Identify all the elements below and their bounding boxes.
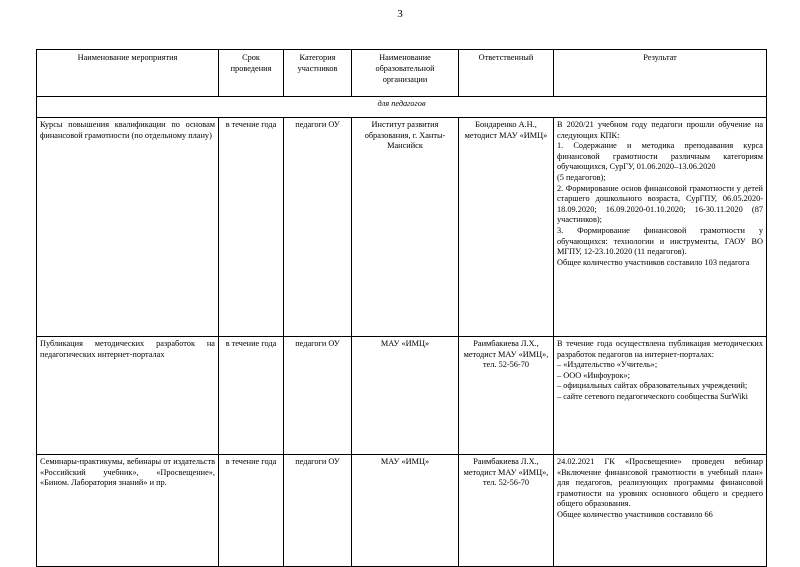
activities-table <box>36 49 767 567</box>
cell-event: Семинары-практикумы, вебинары от издательств «Российский учебник», «Просвещение», «Бином. Лаборатория знаний» и пр. <box>37 455 219 567</box>
cell-responsible: Бондаренко А.Н., методист МАУ «ИМЦ» <box>459 118 554 337</box>
cell-result: В течение года осуществлена публикация методических разработок педагогов на интернет-порталах: – «Издательство «Учитель»; – ООО «Инфоурок»; – официальных сайтах образовательных учреждений; – сайте сетевого педагогического сообщества SurWiki <box>554 337 767 455</box>
section-heading-row <box>37 97 767 118</box>
cell-term: в течение года <box>219 118 284 337</box>
cell-organization: МАУ «ИМЦ» <box>352 455 459 567</box>
column-header-organization: Наименование образовательной организации <box>352 50 459 97</box>
column-header-event: Наименование мероприятия <box>37 50 219 97</box>
column-header-term: Срок проведения <box>219 50 284 97</box>
section-heading-label: для педагогов <box>37 97 767 118</box>
table-row <box>37 118 767 337</box>
cell-participants: педагоги ОУ <box>284 118 352 337</box>
cell-result: 24.02.2021 ГК «Просвещение» проведен вебинар «Включение финансовой грамотности в учебный план» для педагогов, реализующих программы финансовой грамотности на уровнях основного общего и среднего общего образования. Общее количество участников составило 66 <box>554 455 767 567</box>
column-header-responsible: Ответственный <box>459 50 554 97</box>
cell-responsible: Раимбакиева Л.Х., методист МАУ «ИМЦ», тел. 52-56-70 <box>459 455 554 567</box>
cell-event: Публикация методических разработок на педагогических интернет-порталах <box>37 337 219 455</box>
cell-participants: педагоги ОУ <box>284 337 352 455</box>
column-header-result: Результат <box>554 50 767 97</box>
column-header-participants: Категория участников <box>284 50 352 97</box>
cell-term: в течение года <box>219 455 284 567</box>
cell-result: В 2020/21 учебном году педагоги прошли обучение на следующих КПК: 1. Содержание и методика преподавания курса финансовой грамотности различным категориям обучающихся, СурГУ, 01.06.2020–13.06.2020 (5 педагогов); 2. Формирование основ финансовой грамотности у детей старшего дошкольного возраста, СурГПУ, 06.05.2020-18.09.2020; 16.09.2020-01.10.2020; 16-30.11.2020 (87 участников); 3. Формирование финансовой грамотности у обучающихся: технологии и инструменты, ГАОУ ВО МГПУ, 12-23.10.2020 (11 педагогов). Общее количество участников составило 103 педагога <box>554 118 767 337</box>
table-row <box>37 337 767 455</box>
cell-term: в течение года <box>219 337 284 455</box>
table-header-row <box>37 50 767 97</box>
cell-event: Курсы повышения квалификации по основам финансовой грамотности (по отдельному плану) <box>37 118 219 337</box>
table-row <box>37 455 767 567</box>
cell-organization: МАУ «ИМЦ» <box>352 337 459 455</box>
cell-organization: Институт развития образования, г. Ханты-Мансийск <box>352 118 459 337</box>
cell-responsible: Раимбакиева Л.Х., методист МАУ «ИМЦ», тел. 52-56-70 <box>459 337 554 455</box>
page-number: 3 <box>397 8 403 20</box>
cell-participants: педагоги ОУ <box>284 455 352 567</box>
